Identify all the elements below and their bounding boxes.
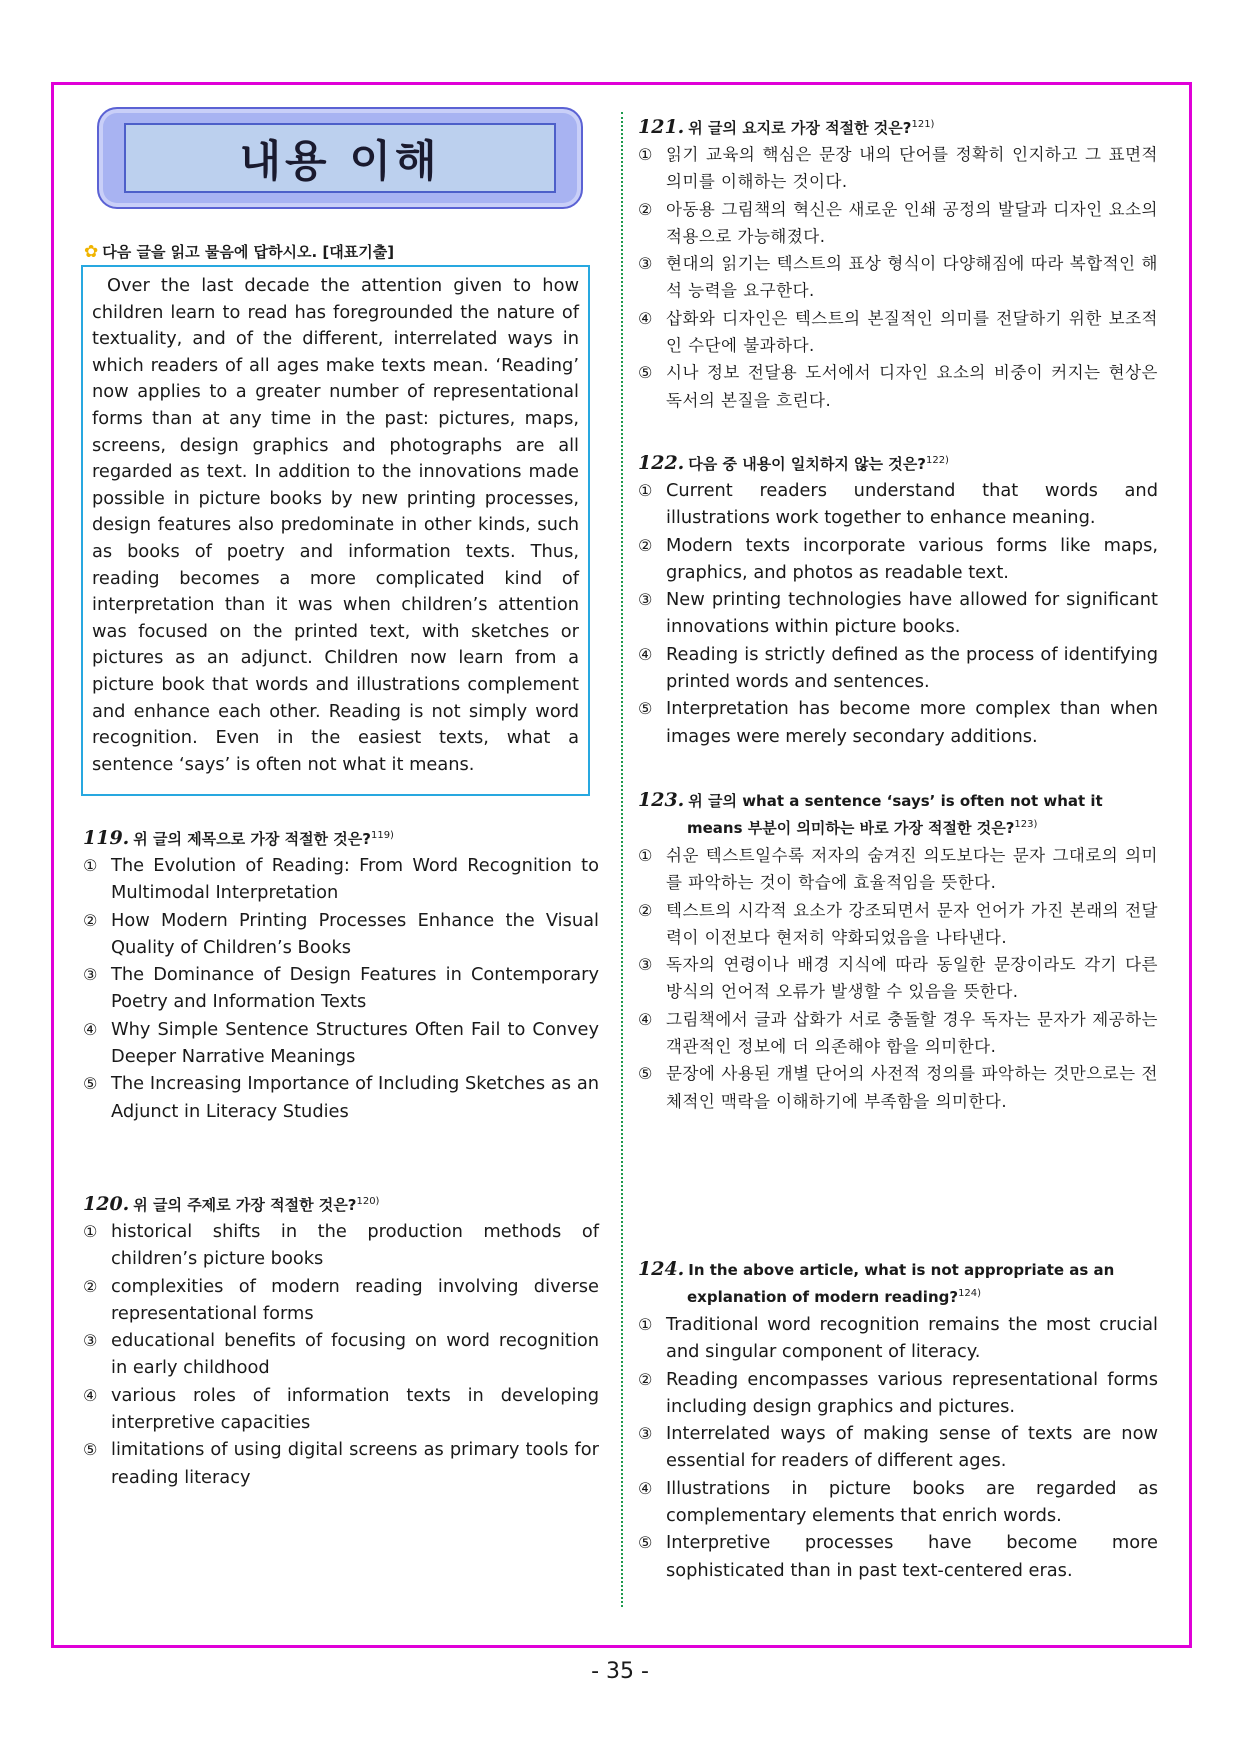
footnote-mark: 123) (1014, 819, 1038, 830)
option-4[interactable]: ④ Reading is strictly defined as the process of identifying printed words and sentences. (638, 643, 1158, 693)
page-number: - 35 - (591, 1659, 649, 1684)
option-4[interactable]: ④ 삽화와 디자인은 텍스트의 본질적인 의미를 전달하기 위한 보조적인 수단에 불과하다. (638, 308, 1158, 356)
question-number: 123. (638, 789, 685, 811)
option-4[interactable]: ④ various roles of information texts in developing interpretive capacities (83, 1384, 599, 1434)
question-stem (83, 1193, 599, 1215)
option-list (83, 852, 599, 1125)
footnote-mark: 121) (911, 119, 935, 130)
option-list (638, 141, 1158, 414)
option-1[interactable]: ① 읽기 교육의 핵심은 문장 내의 단어를 정확히 인지하고 그 표면적 의미를 이해하는 것이다. (638, 145, 1158, 192)
question-120 (83, 1193, 599, 1491)
question-text-continued: means 부분이 의미하는 바로 가장 적절한 것은?$^{123)}$ (687, 819, 1038, 837)
option-1[interactable]: ① Traditional word recognition remains the most crucial and singular component of literacy. (638, 1314, 1158, 1363)
option-3[interactable]: ③ educational benefits of focusing on word recognition in early childhood (83, 1330, 599, 1379)
option-list (638, 842, 1158, 1115)
question-text: In the above article, what is not appropriate as an (688, 1261, 1115, 1279)
option-3[interactable]: ③ Interrelated ways of making sense of texts are now essential for readers of different ages. (638, 1423, 1158, 1472)
question-text: 다음 중 내용이 일치하지 않는 것은? (688, 455, 926, 473)
question-stem (638, 116, 1158, 138)
footnote-mark: 119) (370, 830, 394, 841)
option-3[interactable]: ③ The Dominance of Design Features in Contemporary Poetry and Information Texts (83, 964, 599, 1013)
section-title-plate (97, 107, 583, 209)
question-stem (638, 1257, 1158, 1309)
question-text: 위 글의 what a sentence ‘says’ is often not what it (688, 792, 1103, 810)
option-5[interactable]: ⑤ 시나 정보 전달용 도서에서 디자인 요소의 비중이 커지는 현상은 독서의 본질을 흐린다. (638, 363, 1158, 410)
option-5[interactable]: ⑤ limitations of using digital screens as primary tools for reading literacy (83, 1439, 599, 1488)
question-number: 121. (638, 116, 685, 138)
option-5[interactable]: ⑤ 문장에 사용된 개별 단어의 사전적 정의를 파악하는 것만으로는 전체적인 맥락을 이해하기에 부족함을 의미한다. (638, 1064, 1158, 1111)
question-number: 124. (638, 1258, 685, 1280)
question-121 (638, 116, 1158, 414)
option-4[interactable]: ④ Why Simple Sentence Structures Often Fail to Convey Deeper Narrative Meanings (83, 1018, 599, 1068)
option-2[interactable]: ② 텍스트의 시각적 요소가 강조되면서 문자 언어가 가진 본래의 전달력이 이전보다 현저히 약화되었음을 나타낸다. (638, 900, 1158, 947)
option-1[interactable]: ① 쉬운 텍스트일수록 저자의 숨겨진 의도보다는 문자 그대로의 의미를 파악하는 것이 학습에 효율적임을 뜻한다. (638, 846, 1158, 893)
footnote-mark: 124) (958, 1288, 982, 1299)
question-123 (638, 788, 1158, 1115)
option-2[interactable]: ② Reading encompasses various representational forms including design graphics and pictures. (638, 1368, 1158, 1417)
question-stem (83, 827, 599, 849)
option-4[interactable]: ④ Illustrations in picture books are regarded as complementary elements that enrich words. (638, 1477, 1158, 1527)
question-number: 119. (83, 827, 130, 849)
option-3[interactable]: ③ 현대의 읽기는 텍스트의 표상 형식이 다양해짐에 따라 복합적인 해석 능력을 요구한다. (638, 254, 1158, 301)
question-number: 120. (83, 1193, 130, 1215)
flower-icon: ✿ (84, 242, 99, 262)
question-number: 122. (638, 452, 685, 474)
option-1[interactable]: ① The Evolution of Reading: From Word Recognition to Multimodal Interpretation (83, 855, 599, 904)
footnote-mark: 122) (925, 455, 949, 466)
option-1[interactable]: ① historical shifts in the production methods of children’s picture books (83, 1221, 599, 1270)
instruction-text: 다음 글을 읽고 물음에 답하시오. [대표기출] (102, 243, 395, 261)
question-119 (83, 827, 599, 1125)
option-3[interactable]: ③ New printing technologies have allowed for significant innovations within picture books. (638, 589, 1158, 638)
option-1[interactable]: ① Current readers understand that words and illustrations work together to enhance meaning. (638, 480, 1158, 529)
title-inner-panel (124, 123, 556, 193)
option-3[interactable]: ③ 독자의 연령이나 배경 지식에 따라 동일한 문장이라도 각기 다른 방식의 언어적 오류가 발생할 수 있음을 뜻한다. (638, 955, 1158, 1002)
reading-passage: Over the last decade the attention given to how children learn to read has foregrounded the nature of textuality, and of the different, interrelated ways in which readers of all ages make texts mean. ‘Reading’ now applies to a greater number of representational forms than at any time in the past: pictures, maps, screens, design graphics and photographs are all regarded as text. In addition to the innovations made possible in picture books by new printing processes, design features also predominate in other kinds, such as books of poetry and information texts. Thus, reading becomes a more complicated kind of interpretation than it was when children’s attention was focused on the printed text, with sketches or pictures as an adjunct. Children now learn from a picture book that words and illustrations complement and enhance each other. Reading is not simply word recognition. Even in the easiest texts, what a sentence ‘says’ is often not what it means. (92, 275, 579, 775)
option-2[interactable]: ② complexities of modern reading involving diverse representational forms (83, 1275, 599, 1324)
reading-passage-box (81, 265, 590, 796)
question-text: 위 글의 제목으로 가장 적절한 것은? (133, 830, 371, 848)
question-text-continued: explanation of modern reading?$^{124)}$ (687, 1288, 982, 1306)
question-122 (638, 452, 1158, 750)
option-5[interactable]: ⑤ Interpretive processes have become more sophisticated than in past text-centered eras. (638, 1532, 1158, 1581)
option-2[interactable]: ② 아동용 그림책의 혁신은 새로운 인쇄 공정의 발달과 디자인 요소의 적용으로 가능해졌다. (638, 199, 1158, 246)
option-2[interactable]: ② How Modern Printing Processes Enhance the Visual Quality of Children’s Books (83, 909, 599, 958)
question-stem (638, 452, 1158, 474)
option-5[interactable]: ⑤ Interpretation has become more complex than when images were merely secondary additions. (638, 698, 1158, 747)
option-2[interactable]: ② Modern texts incorporate various forms like maps, graphics, and photos as readable text. (638, 534, 1158, 583)
column-divider (621, 112, 623, 1607)
question-text: 위 글의 주제로 가장 적절한 것은? (133, 1196, 357, 1214)
question-stem (638, 788, 1158, 840)
option-5[interactable]: ⑤ The Increasing Importance of Including Sketches as an Adjunct in Literacy Studies (83, 1073, 599, 1122)
question-text: 위 글의 요지로 가장 적절한 것은? (688, 119, 912, 137)
instruction-line (84, 241, 394, 262)
option-list (638, 477, 1158, 750)
section-title: 내용 이해 (239, 136, 441, 187)
option-list (83, 1218, 599, 1491)
option-4[interactable]: ④ 그림책에서 글과 삽화가 서로 충돌할 경우 독자는 문자가 제공하는 객관적인 정보에 더 의존해야 함을 의미한다. (638, 1009, 1158, 1057)
footnote-mark: 120) (356, 1196, 380, 1207)
option-list (638, 1311, 1158, 1584)
question-124 (638, 1257, 1158, 1584)
